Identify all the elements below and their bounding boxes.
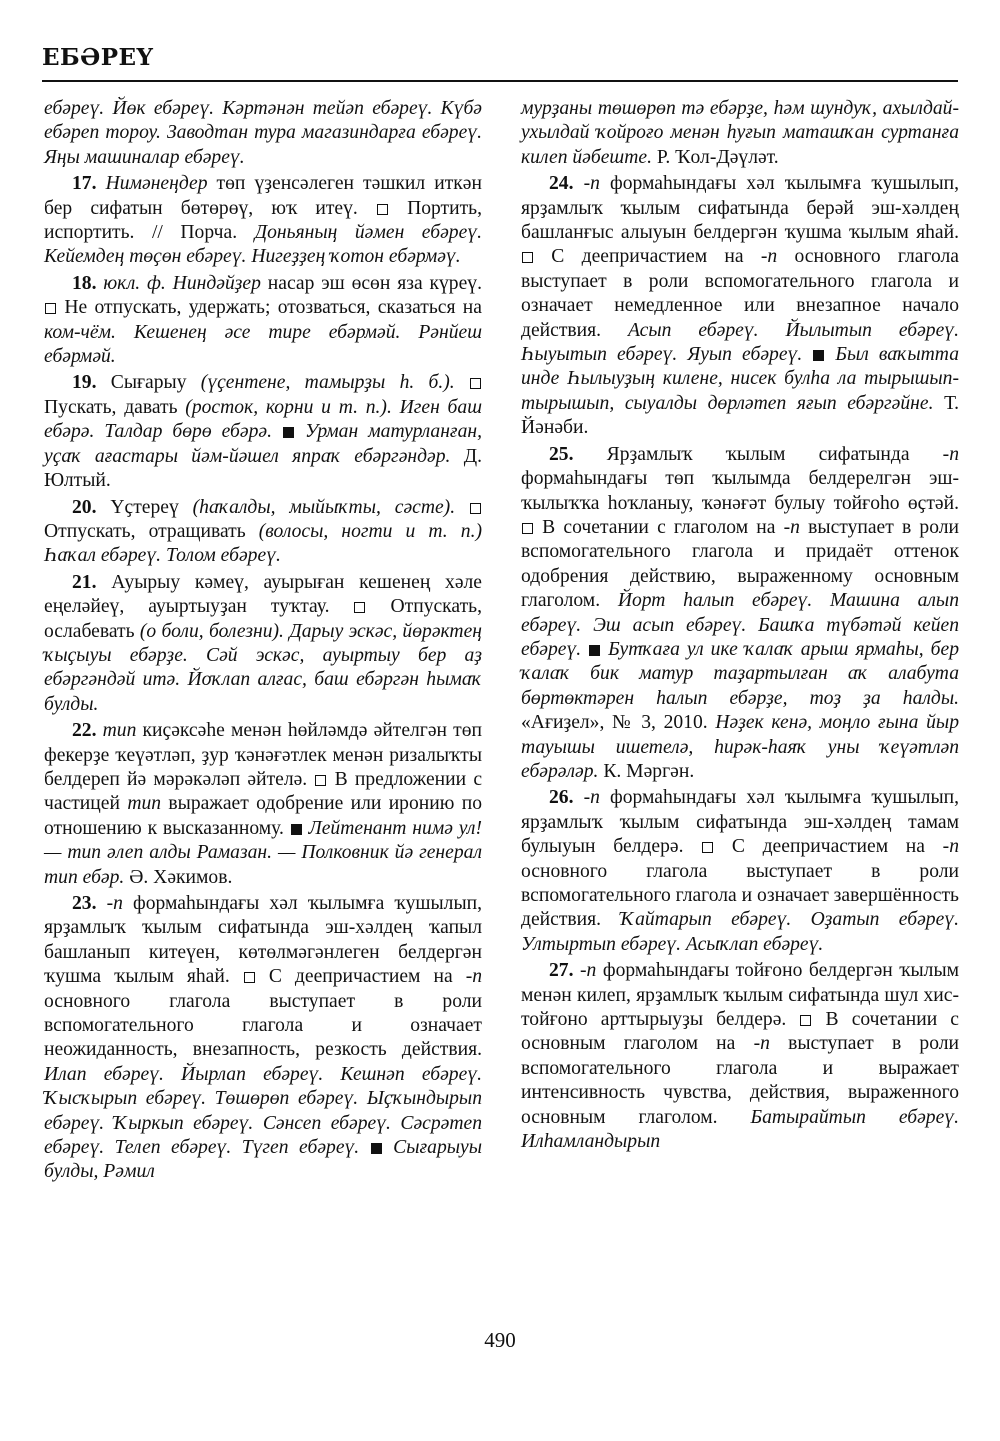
russian-translation-marker-icon [315,775,326,786]
sense-21: 21. Ауырыу кәмеү, ауырыған кешенең хәле еңеләйеү, ауыртыуҙан туҡтау. Отпускать, ослабевать (о боли, болезни). Дарыу эскәс, йөрәктең ҡыҫыуы ебәрҙе. Сәй эскәс, ауыртыу бер аҙ ебәргәндәй итә. Йоҡлап алғас, баш ебәргән һымаҡ булды. [44,571,482,715]
russian-translation-marker-icon [470,378,481,389]
russian-translation-marker-icon [522,523,533,534]
quotation-marker-icon [283,427,294,438]
sense-20: 20. Үҫтереү (һаҡалды, мыйыҡты, сәсте). Отпускать, отращивать (волосы, ногти и т. п.) Һаҡал ебәреү. Толом ебәреү. [44,496,482,567]
page-number: 490 [484,1328,516,1352]
quotation-marker-icon [589,645,600,656]
russian-translation-marker-icon [800,1015,811,1026]
russian-translation-marker-icon [522,252,533,263]
russian-translation-marker-icon [702,842,713,853]
russian-translation-marker-icon [45,303,56,314]
russian-translation-marker-icon [470,503,481,514]
sense-17: 17. Нимәнеңдер төп үҙенсәлеген тәшкил иткән бер сифатын бөтөрөү, юҡ итеү. Портить, испортить. // Порча. Доньяның йәмен ебәреү. Кейемдең төҫөн ебәреү. Нигеҙҙең ҡотон ебәрмәү. [44,173,482,268]
russian-translation-marker-icon [244,972,255,983]
russian-translation-marker-icon [354,602,365,613]
sense-23: 23. -п формаһындағы хәл ҡылымға ҡушылып, ярҙамлыҡ ҡылым сифатында эш-хәлдең ҡапыл башланып китеүен, көтөлмәгәнлеген белдергән ҡушма ҡылым яһай. С деепричастием на -п основного глагола выступает в роли вспомогательного глагола и означает неожиданность, внезапность, резкость действия. Илап ебәреү. Йырлап ебәреү. Кешнәп ебәреү. Ҡысҡырып ебәреү. Төшөрөп ебәреү. Ыҫҡындырып ебәреү. Ҡыркып ебәреү. Сәнсеп ебәреү. Сәсрәтеп ебәреү. Телеп ебәреү. Түгеп ебәреү. Сығарыуы булды, Рәмил [44,893,483,1183]
left-column [44,97,482,1187]
sense-25: 25. Ярҙамлыҡ ҡылым сифатында -п формаһындағы төп ҡылымда белдерелгән эш-ҡылыҡҡа һоҡланыу, ҡәнәғәт булыу тойғоһо өҫтәй. В сочетании с глаголом на -п выступает в роли вспомогательного глагола и придаёт оттенок одобрения действию, выраженному основным глаголом. Йорт һалып ебәреү. Машина алып ебәреү. Эш асып ебәреү. Башҡа түбәтәй кейеп ебәреү. Бутҡаға ул ике ҡалаҡ арыш ярмаһы, бер ҡалаҡ бик матур таҙартылған аҡ алабута бөртөктәрен һалып ебәрҙе, тоҙ ҙа һалды. «Ағиҙел», № 3, 2010. Нәҙек кенә, моңло ғына йыр тауышы ишетелә, һирәк-һаяҡ уны ҡеүәтләп ебәрәләр. К. Мәргән. [521,443,960,782]
quotation-marker-icon [291,824,302,835]
entry-continuation: ебәреү. Йөк ебәреү. Кәртәнән тейәп ебәреү. Күбә ебәреп тороу. Заводтан тура магазиндарға ебәреү. Яңы машиналар ебәреү. [44,98,482,168]
quote-continuation: мурҙаны төшөрөп тә ебәрҙе, һәм шундуҡ, ахылдай-ухылдай ҡойроғо менән һуғып маташҡан суртанға килеп йәбеште. Р. Ҡол-Дәүләт. [521,98,959,168]
sense-19: 19. Сығарыу (үҫентене, тамырҙы һ. б.). Пускать, давать (росток, корни и т. п.). Иген баш ебәрә. Талдар бөрө ебәрә. Урман матурланған, уҫаҡ ағастары йәм-йәшел япраҡ ебәргәндәр. Д. Юлтый. [44,372,482,492]
sense-18: 18. юкл. ф. Ниндәйҙер насар эш өсөн яза күреү. Не отпускать, удержать; отозваться, сказаться на ком-чём. Кешенең әсе тире ебәрмәй. Рәнйеш ебәрмәй. [44,272,482,368]
running-header: ЕБӘРЕҮ [42,44,154,71]
sense-26: 26. -п формаһындағы хәл ҡылымға ҡушылып, ярҙамлыҡ ҡылым сифатында эш-хәлдең тамам булыуын белдерә. С деепричастием на -п основного глагола выступает в роли вспомогательного глагола и означает завершённость действия. Ҡайтарып ебәреү. Оҙатып ебәреү. Ултыртып ебәреү. Асыҡлап ебәреү. [521,787,959,955]
quotation-marker-icon [813,350,824,361]
header-rule [42,80,958,82]
sense-24: 24. -п формаһындағы хәл ҡылымға ҡушылып, ярҙамлыҡ ҡылым сифатында берәй эш-хәлдең башланғыс алыуын белдергән ҡушма ҡылым яһай. С деепричастием на -п основного глагола выступает в роли вспомогательного глагола и означает немедленное или внезапное начало действия. Асып ебәреү. Йылытып ебәреү. Һыуытып ебәреү. Яуып ебәреү. Был ваҡытта инде Һылыуҙың килене, нисек булһа ла тырышып-тырышып, сыуалды дөрләтеп яғып ебәргәйне. Т. Йәнәби. [521,173,959,439]
quotation-marker-icon [371,1143,382,1154]
right-column [521,97,959,1156]
sense-27: 27. -п формаһындағы тойғоно белдергән ҡылым менән килеп, ярҙамлыҡ ҡылым сифатында шул хис-тойғоно арттырыуҙы белдерә. В сочетании с основным глаголом на -п выступает в роли вспомогательного глагола и выражает интенсивность чувства, действия, выраженного основным глаголом. Батырайтып ебәреү. Илһамландырып [521,960,960,1153]
sense-22: 22. тип киҫәксәһе менән һөйләмдә әйтелгән төп фекерҙе ҡеүәтләп, ҙур ҡәнәғәтлек менән ризалыҡты белдереп йә мәрәкәләп әйтелә. В предложении с частицей тип выражает одобрение или иронию по отношению к высказанному. Лейтенант нимә ул! — тип әлеп алды Рамазан. — Полковник йә генерал тип ебәр. Ә. Хәкимов. [44,720,483,888]
russian-translation-marker-icon [377,204,388,215]
